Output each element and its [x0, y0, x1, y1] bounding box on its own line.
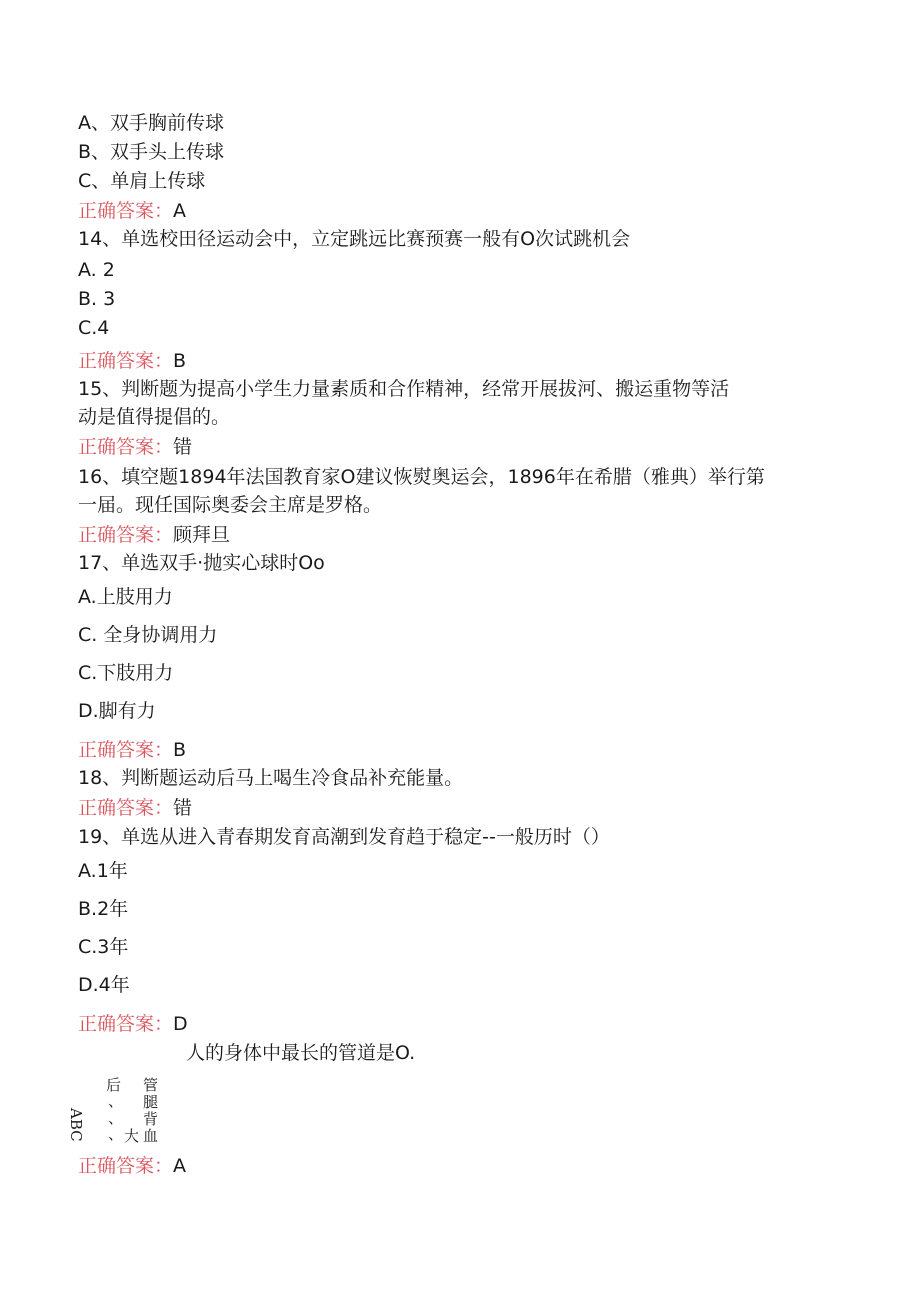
text-line: A、双手胸前传球	[78, 112, 224, 134]
text-line: 15、判断题为提高小学生力量素质和合作精神，经常开展拔河、搬运重物等活	[78, 378, 730, 400]
text-line: 14、单选校田径运动会中，立定跳远比赛预赛一般有O次试跳机会	[78, 228, 631, 250]
scrambled-char: 、	[108, 1109, 124, 1127]
text-line: B. 3	[78, 288, 116, 310]
scrambled-char: 腿	[143, 1093, 159, 1111]
answer-label: 正确答案：	[78, 436, 174, 458]
text-line: 一届。现任国际奥委会主席是罗格。	[78, 494, 383, 516]
text-line: C.3年	[78, 936, 129, 958]
answer-line	[78, 198, 186, 224]
text-line: 18、判断题运动后马上喝生冷食品补充能量。	[78, 767, 464, 789]
text-line: 19、单选从进入青春期发育高潮到发育趋于稳定--一般历时（）	[78, 826, 610, 848]
question-20-answer	[78, 1153, 186, 1179]
answer-line	[78, 1011, 188, 1037]
answer-value: B	[173, 739, 187, 761]
answer-value: D	[173, 1013, 188, 1035]
text-line: B.2年	[78, 898, 129, 920]
text-line: C.4	[78, 317, 110, 339]
text-line: D.脚有力	[78, 700, 156, 722]
answer-label: 正确答案：	[78, 797, 174, 819]
text-line: 动是值得提倡的。	[78, 406, 231, 428]
answer-value: A	[173, 200, 187, 222]
answer-label: 正确答案：	[78, 200, 174, 222]
rotated-option-letters: ABC	[67, 1108, 85, 1142]
text-line: C、单肩上传球	[78, 170, 206, 192]
scrambled-char: 大	[124, 1127, 140, 1145]
answer-label: 正确答案：	[78, 350, 174, 372]
answer-value: A	[173, 1155, 187, 1177]
scrambled-char: 、	[108, 1125, 124, 1143]
question-20-stem: 人的身体中最长的管道是O.	[186, 1042, 416, 1064]
answer-line	[78, 795, 192, 821]
text-line: 16、填空题1894年法国教育家O建议恢熨奥运会，1896年在希腊（雅典）举行第	[78, 466, 765, 488]
answer-value: B	[173, 350, 187, 372]
answer-line	[78, 348, 186, 374]
answer-label: 正确答案：	[78, 1155, 174, 1177]
answer-label: 正确答案：	[78, 524, 174, 546]
answer-value: 错	[173, 797, 193, 819]
answer-value: 顾拜旦	[173, 524, 231, 546]
text-line: D.4年	[78, 974, 130, 996]
text-line: A.1年	[78, 860, 128, 882]
answer-line	[78, 522, 230, 548]
scrambled-char: 后	[106, 1076, 122, 1094]
text-line: C. 全身协调用力	[78, 624, 218, 646]
text-line: A. 2	[78, 259, 115, 281]
answer-line	[78, 434, 192, 460]
scrambled-char: 管	[143, 1076, 159, 1094]
answer-line	[78, 737, 186, 763]
answer-label: 正确答案：	[78, 1013, 174, 1035]
answer-label: 正确答案：	[78, 739, 174, 761]
scrambled-char: 血	[143, 1127, 159, 1145]
text-line: 17、单选双手·抛实心球时Oo	[78, 552, 325, 574]
answer-value: 错	[173, 436, 193, 458]
scrambled-char: 背	[143, 1110, 159, 1128]
text-line: B、双手头上传球	[78, 141, 225, 163]
text-line: C.下肢用力	[78, 662, 174, 684]
text-line: A.上肢用力	[78, 586, 173, 608]
scrambled-char: 、	[108, 1092, 124, 1110]
